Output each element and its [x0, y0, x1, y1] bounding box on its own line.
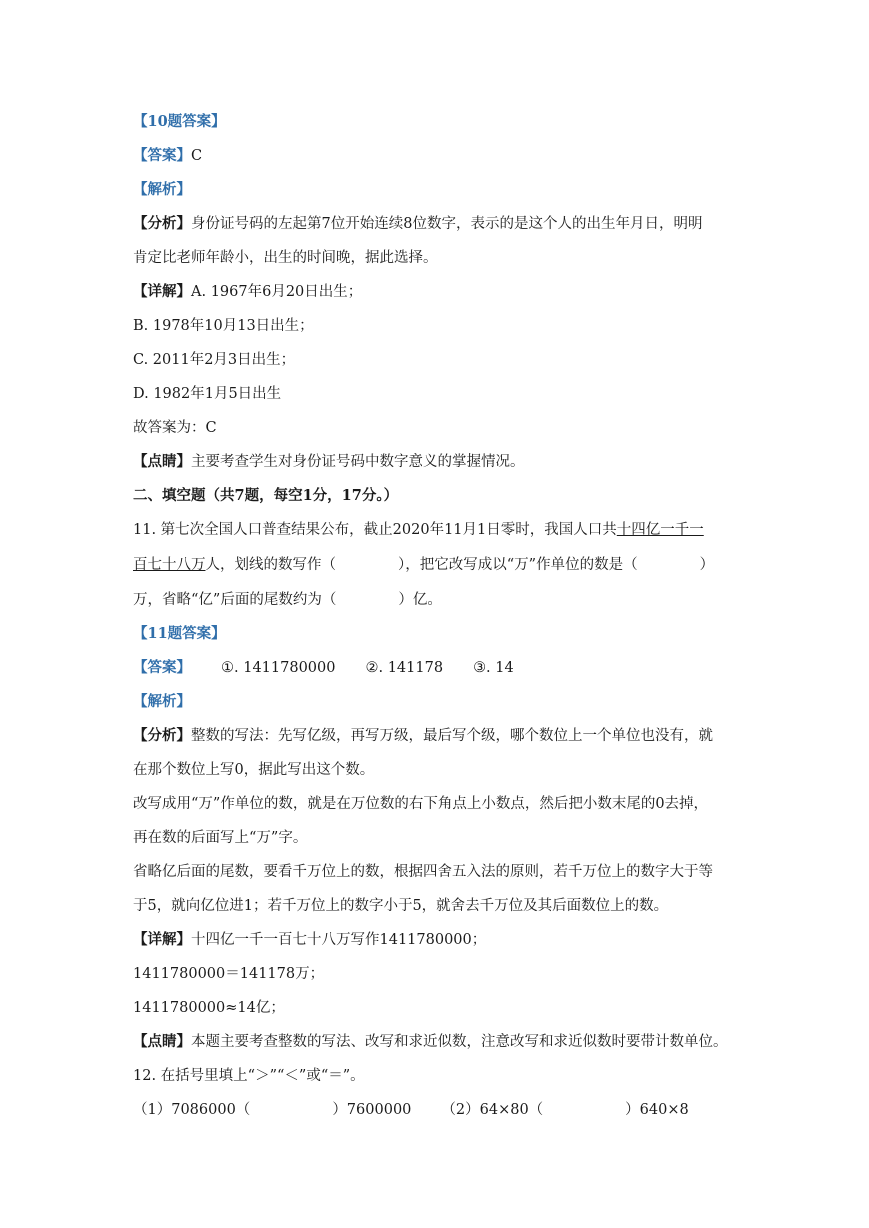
q10-detail-a — [133, 282, 362, 302]
q10-answer — [133, 146, 202, 166]
q12-parts — [133, 1100, 689, 1120]
answer-tag: 【答案】 — [133, 659, 191, 676]
q11-detail-3: 1411780000≈14亿； — [133, 1000, 285, 1016]
answer-3: ③. 14 — [473, 660, 514, 676]
option-a: A. 1967年6月20日出生； — [191, 284, 363, 300]
q11-fenxi-4: 再在数的后面写上“万”字。 — [133, 830, 308, 846]
q11-header: 【11题答案】 — [133, 625, 226, 642]
q11-stem-text: 人，划线的数写作（ — [205, 557, 336, 573]
q10-analysis-tag: 【解析】 — [133, 181, 191, 198]
q12-part1: ）7600000 — [332, 1102, 412, 1118]
detail-tag: 【详解】 — [133, 931, 191, 948]
q10-fenxi-line1 — [133, 214, 702, 234]
q11-stem-text: 万，省略“亿”后面的尾数约为（ — [133, 592, 337, 608]
fenxi-text: 整数的写法：先写亿级，再写万级，最后写个级，哪个数位上一个单位也没有，就 — [191, 728, 713, 744]
q11-stem-text: 11. 第七次全国人口普查结果公布，截止2020年11月1日零时，我国人口共 — [133, 522, 617, 538]
q10-option-b: B. 1978年10月13日出生； — [133, 318, 314, 334]
q10-conclusion: 故答案为：C — [133, 420, 217, 436]
q11-stem-text: ）亿。 — [398, 592, 442, 608]
detail-text: 十四亿一千一百七十八万写作1411780000； — [191, 932, 487, 948]
q11-fenxi-2: 在那个数位上写0，据此写出这个数。 — [133, 762, 375, 778]
fenxi-tag: 【分析】 — [133, 215, 191, 232]
answer-1: ①. 1411780000 — [221, 660, 336, 676]
fenxi-text: 身份证号码的左起第7位开始连续8位数字，表示的是这个人的出生年月日，明明 — [191, 216, 703, 232]
q10-option-d: D. 1982年1月5日出生 — [133, 386, 282, 402]
q12-part1: （1）7086000（ — [133, 1102, 251, 1118]
q11-analysis-tag: 【解析】 — [133, 693, 191, 710]
answer-tag: 【答案】 — [133, 147, 191, 164]
underlined-number: 百七十八万 — [133, 557, 206, 573]
section-title: 二、填空题（共7题，每空1分，17分。） — [133, 487, 399, 504]
q12-part2: （2）64×80（ — [441, 1102, 544, 1118]
q11-fenxi-6: 于5，就向亿位进1；若千万位上的数字小于5，就舍去千万位及其后面数位上的数。 — [133, 898, 669, 914]
comment-text: 主要考查学生对身份证号码中数字意义的掌握情况。 — [191, 454, 525, 470]
detail-tag: 【详解】 — [133, 283, 191, 300]
q11-stem-line3 — [133, 590, 442, 610]
answer-value: C — [191, 148, 203, 164]
underlined-number: 十四亿一千一 — [616, 522, 704, 538]
q12-stem: 12. 在括号里填上“＞”“＜”或“＝”。 — [133, 1068, 365, 1084]
q10-header: 【10题答案】 — [133, 113, 226, 130]
q11-detail-2: 1411780000＝141178万； — [133, 966, 325, 982]
q11-fenxi-1 — [133, 726, 713, 746]
q11-fenxi-3: 改写成用“万”作单位的数，就是在万位数的右下角点上小数点，然后把小数末尾的0去掉， — [133, 796, 709, 812]
q11-fenxi-5: 省略亿后面的尾数，要看千万位上的数，根据四舍五入法的原则，若千万位上的数字大于等 — [133, 864, 713, 880]
q12-part2: ）640×8 — [625, 1102, 689, 1118]
q11-answer — [133, 658, 514, 678]
q11-stem-line2 — [133, 555, 714, 575]
comment-tag: 【点睛】 — [133, 453, 191, 470]
q11-detail-1 — [133, 930, 486, 950]
comment-tag: 【点睛】 — [133, 1033, 191, 1050]
q11-stem-line1 — [133, 520, 704, 540]
q11-stem-text: ），把它改写成以“万”作单位的数是（ — [398, 557, 638, 573]
fenxi-tag: 【分析】 — [133, 727, 191, 744]
comment-text: 本题主要考查整数的写法、改写和求近似数，注意改写和求近似数时要带计数单位。 — [191, 1034, 728, 1050]
q10-fenxi-line2: 肯定比老师年龄小，出生的时间晚，据此选择。 — [133, 250, 438, 266]
q11-comment — [133, 1032, 728, 1052]
q10-comment — [133, 452, 525, 472]
q10-option-c: C. 2011年2月3日出生； — [133, 352, 296, 368]
answer-2: ②. 141178 — [365, 660, 444, 676]
q11-stem-text: ） — [699, 557, 715, 573]
